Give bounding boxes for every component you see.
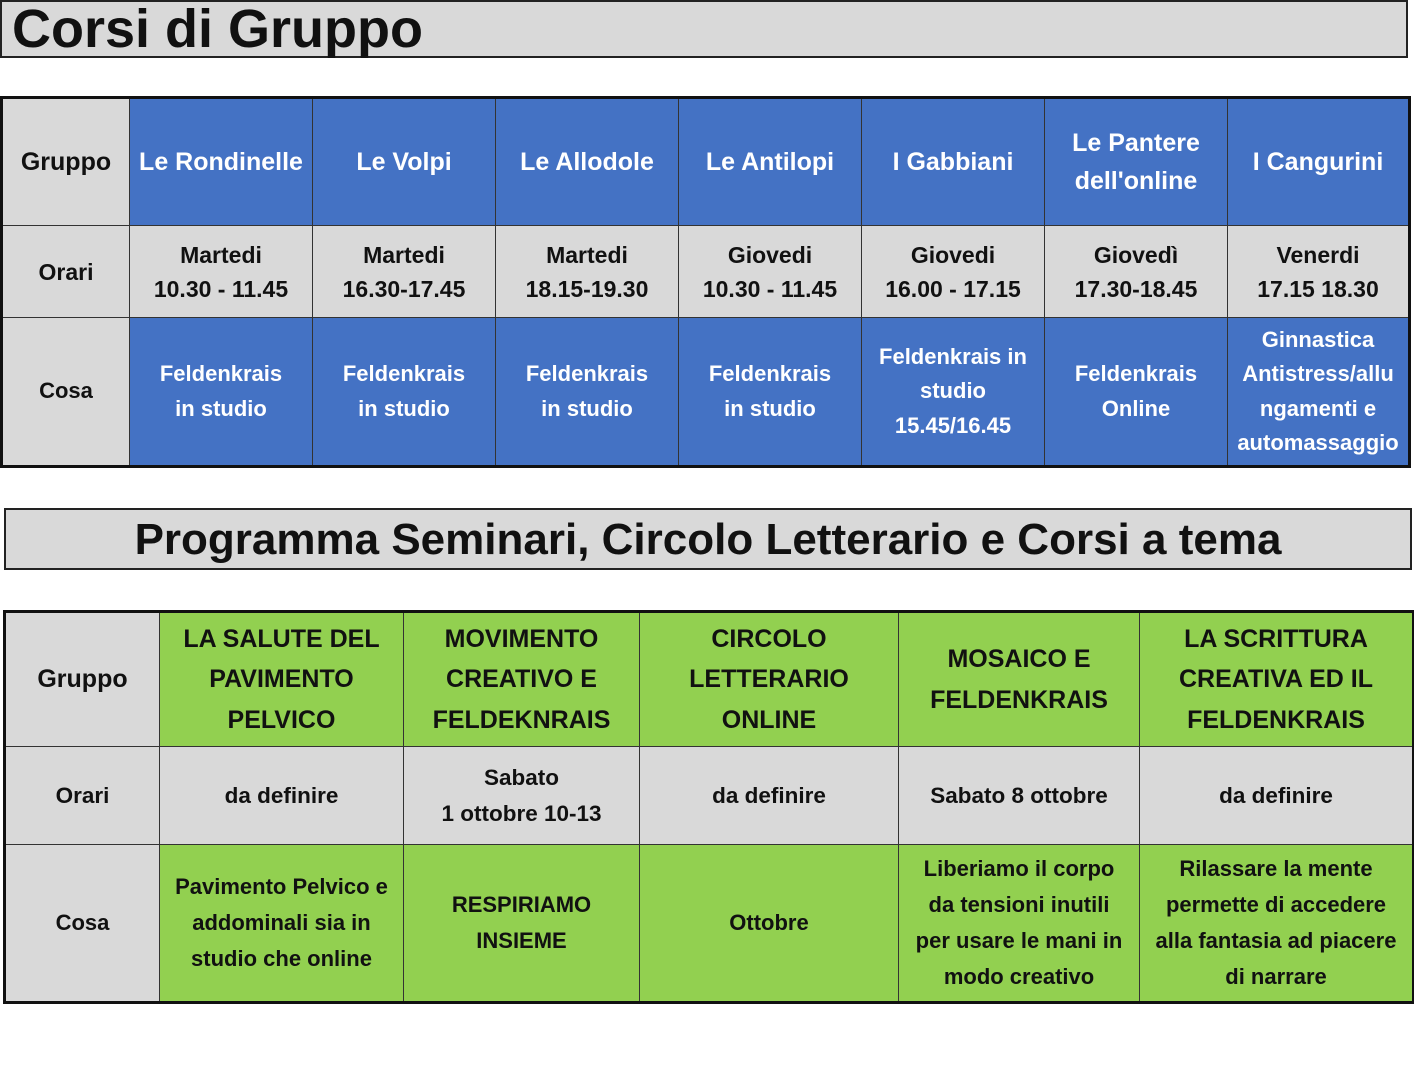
cell-text-line: 10.30 - 11.45 <box>153 275 289 302</box>
cell-text-line: Martedi <box>546 241 628 268</box>
cell-text-line: INSIEME <box>476 928 567 953</box>
group-name-cell <box>679 98 862 226</box>
cell-text-line: FELDEKNRAIS <box>432 705 611 734</box>
cell-text-line: Le Pantere <box>1072 129 1200 157</box>
cell-text-line: MOVIMENTO <box>444 624 599 653</box>
seminar-name-cell <box>1140 612 1414 747</box>
activity-cell <box>1228 318 1410 467</box>
group-name-cell <box>1045 98 1228 226</box>
cell-text-line: Rilassare la mente <box>1179 856 1373 881</box>
cell-text-line: studio che online <box>191 946 372 971</box>
activity-cell <box>404 845 640 1003</box>
cell-text-line: Feldenkrais in <box>879 343 1027 369</box>
activity-cell <box>313 318 496 467</box>
cell-text-line: in studio <box>175 395 267 421</box>
seminars-table <box>3 610 1414 1004</box>
schedule-cell <box>160 747 404 845</box>
schedule-cell <box>1045 226 1228 318</box>
cell-text-line: da definire <box>224 782 339 808</box>
cell-text-line: Martedi <box>180 241 262 268</box>
cell-text-line: PELVICO <box>227 705 336 734</box>
cell-text-line: dell'online <box>1074 167 1198 195</box>
seminar-name-cell <box>640 612 899 747</box>
schedule-cell <box>1228 226 1410 318</box>
cell-text-line: Feldenkrais <box>708 361 832 386</box>
cell-text-line: Feldenkrais <box>159 361 283 386</box>
cell-text-line: Feldenkrais <box>525 361 649 386</box>
cell-text-line: 16.30-17.45 <box>342 275 466 302</box>
row-label-cosa: Cosa <box>5 845 160 1003</box>
cell-text-line: 10.30 - 11.45 <box>702 275 838 302</box>
group-name-cell <box>313 98 496 226</box>
cell-text-line: 17.30-18.45 <box>1074 275 1198 302</box>
cell-text-line: da definire <box>712 782 826 808</box>
cell-text-line: ONLINE <box>721 705 817 734</box>
row-label-gruppo: Gruppo <box>2 98 130 226</box>
cell-text-line: PAVIMENTO <box>209 665 354 694</box>
activity-cell <box>1045 318 1228 467</box>
activity-cell <box>496 318 679 467</box>
cell-text-line: LA SCRITTURA <box>1184 624 1368 653</box>
cell-text-line: Giovedi <box>727 241 813 268</box>
cell-text-line: Le Allodole <box>520 148 654 176</box>
cell-text-line: Feldenkrais <box>1074 361 1198 386</box>
activity-cell <box>130 318 313 467</box>
section-title: Programma Seminari, Circolo Letterario e Corsi a tema <box>134 515 1282 564</box>
schedule-cell <box>899 747 1140 845</box>
title-banner-corsi <box>0 0 1408 58</box>
cell-text-line: Ottobre <box>729 910 809 935</box>
cell-text-line: Martedi <box>363 241 445 268</box>
cell-text-line: da tensioni inutili <box>928 892 1110 917</box>
cell-text-line: I Cangurini <box>1252 148 1384 176</box>
group-name-cell <box>862 98 1045 226</box>
cell-text-line: FELDENKRAIS <box>930 685 1108 714</box>
cell-text-line: CREATIVA ED IL <box>1179 665 1373 694</box>
cell-text-line: in studio <box>358 395 450 421</box>
schedule-cell <box>404 747 640 845</box>
activity-cell <box>899 845 1140 1003</box>
schedule-cell <box>862 226 1045 318</box>
cell-text-line: Le Rondinelle <box>139 148 303 176</box>
activity-cell <box>679 318 862 467</box>
cell-text-line: addominali sia in <box>192 910 371 935</box>
row-label-cosa: Cosa <box>2 318 130 467</box>
activity-cell <box>862 318 1045 467</box>
cell-text-line: Feldenkrais <box>342 361 466 386</box>
row-label-gruppo: Gruppo <box>5 612 160 747</box>
cell-text-line: MOSAICO E <box>947 645 1091 673</box>
cell-text-line: ngamenti e <box>1259 395 1377 421</box>
cell-text-line: Online <box>1101 395 1171 421</box>
seminar-name-cell <box>404 612 640 747</box>
activity-cell <box>1140 845 1414 1003</box>
cell-text-line: I Gabbiani <box>892 148 1014 176</box>
cell-text-line: di narrare <box>1225 964 1327 989</box>
activity-cell <box>640 845 899 1003</box>
cell-text-line: automassaggio <box>1237 430 1399 455</box>
schedule-cell <box>679 226 862 318</box>
cell-text-line: Ginnastica <box>1261 326 1375 352</box>
cell-text-line: studio <box>920 378 986 404</box>
cell-text-line: da definire <box>1219 782 1333 808</box>
cell-text-line: 16.00 - 17.15 <box>885 275 1021 302</box>
seminar-name-cell <box>899 612 1140 747</box>
schedule-cell <box>130 226 313 318</box>
seminar-name-cell <box>160 612 404 747</box>
cell-text-line: 1 ottobre 10-13 <box>441 800 602 826</box>
table-row-orari <box>2 226 1410 318</box>
cell-text-line: alla fantasia ad piacere <box>1155 928 1397 953</box>
cell-text-line: Le Antilopi <box>705 148 835 176</box>
row-label-orari: Orari <box>5 747 160 845</box>
activity-cell <box>160 845 404 1003</box>
cell-text-line: CREATIVO E <box>446 665 597 694</box>
cell-text-line: Giovedì <box>1093 241 1179 268</box>
cell-text-line: Sabato 8 ottobre <box>930 782 1108 808</box>
group-courses-table <box>0 96 1411 468</box>
cell-text-line: 15.45/16.45 <box>894 412 1012 438</box>
row-label-orari: Orari <box>2 226 130 318</box>
cell-text-line: per usare le mani in <box>915 928 1123 953</box>
cell-text-line: 18.15-19.30 <box>525 275 649 302</box>
table-row-cosa <box>2 318 1410 467</box>
cell-text-line: LETTERARIO <box>689 665 849 694</box>
cell-text-line: FELDENKRAIS <box>1187 705 1365 734</box>
cell-text-line: CIRCOLO <box>711 624 827 653</box>
page-title: Corsi di Gruppo <box>12 0 423 59</box>
cell-text-line: Antistress/allu <box>1242 361 1394 386</box>
cell-text-line: modo creativo <box>943 964 1095 989</box>
table-row-gruppo <box>2 98 1410 226</box>
group-name-cell <box>130 98 313 226</box>
cell-text-line: Sabato <box>483 764 559 790</box>
table-row-orari <box>5 747 1414 845</box>
cell-text-line: Pavimento Pelvico e <box>175 874 388 899</box>
cell-text-line: Le Volpi <box>356 148 452 176</box>
schedule-cell <box>640 747 899 845</box>
cell-text-line: RESPIRIAMO <box>451 892 592 917</box>
cell-text-line: Liberiamo il corpo <box>923 856 1115 881</box>
cell-text-line: in studio <box>541 395 633 421</box>
schedule-cell <box>313 226 496 318</box>
cell-text-line: Giovedi <box>910 241 996 268</box>
group-name-cell <box>496 98 679 226</box>
table-row-gruppo <box>5 612 1414 747</box>
cell-text-line: Venerdi <box>1276 241 1360 268</box>
schedule-cell <box>1140 747 1414 845</box>
title-banner-seminari <box>4 508 1412 570</box>
schedule-cell <box>496 226 679 318</box>
cell-text-line: LA SALUTE DEL <box>183 624 380 653</box>
cell-text-line: 17.15 18.30 <box>1257 275 1379 302</box>
cell-text-line: permette di accedere <box>1165 892 1387 917</box>
group-name-cell <box>1228 98 1410 226</box>
table-row-cosa <box>5 845 1414 1003</box>
cell-text-line: in studio <box>724 395 816 421</box>
